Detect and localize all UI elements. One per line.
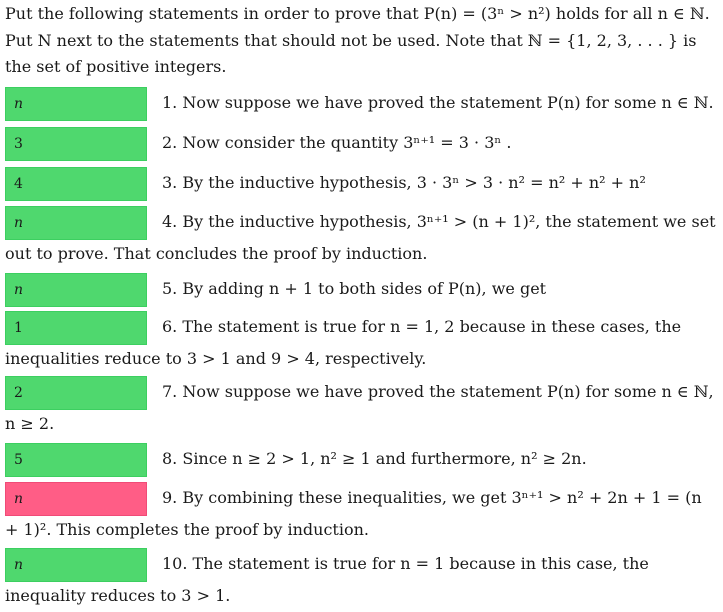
answer-input-10[interactable] xyxy=(6,549,146,581)
statement-text-1: 1. Now suppose we have proved the statement P(n) for some n ∈ ℕ. xyxy=(162,93,714,112)
answer-input-8[interactable] xyxy=(6,444,146,476)
answer-box-5[interactable] xyxy=(5,273,147,307)
answer-box-6[interactable] xyxy=(5,311,147,345)
statement-row-9 xyxy=(5,482,720,546)
statement-text-4: 4. By the inductive hypothesis, 3ⁿ⁺¹ > (n + 1)², the statement we set out to prove. That concludes the proof by induction. xyxy=(5,212,716,263)
answer-box-3[interactable] xyxy=(5,167,147,201)
answer-input-9[interactable] xyxy=(6,483,146,515)
answer-input-3[interactable] xyxy=(6,168,146,200)
statement-text-5: 5. By adding n + 1 to both sides of P(n), we get xyxy=(162,279,547,298)
instructions: Put the following statements in order to prove that P(n) = (3ⁿ > n²) holds for all n ∈ ℕ. Put N next to the statements that should not be used. Note that ℕ = {1, 2, 3, . . . } is the set of positive integers. xyxy=(5,4,710,76)
statement-row-10 xyxy=(5,548,720,612)
statement-row-4 xyxy=(5,206,720,270)
answer-input-1[interactable] xyxy=(6,88,146,120)
statement-text-3: 3. By the inductive hypothesis, 3 · 3ⁿ > 3 · n² = n² + n² + n² xyxy=(162,173,646,192)
statement-row-3 xyxy=(5,167,720,199)
answer-input-5[interactable] xyxy=(6,274,146,306)
statement-row-2 xyxy=(5,127,720,159)
answer-box-2[interactable] xyxy=(5,127,147,161)
statement-row-6 xyxy=(5,311,720,375)
statement-text-10: 10. The statement is true for n = 1 because in this case, the inequality reduces to 3 > 1. xyxy=(5,554,649,605)
answer-input-4[interactable] xyxy=(6,207,146,239)
answer-input-2[interactable] xyxy=(6,128,146,160)
answer-box-8[interactable] xyxy=(5,443,147,477)
statement-text-6: 6. The statement is true for n = 1, 2 because in these cases, the inequalities reduce to 3 > 1 and 9 > 4, respectively. xyxy=(5,317,682,368)
statement-text-2: 2. Now consider the quantity 3ⁿ⁺¹ = 3 · 3ⁿ . xyxy=(162,133,512,152)
statement-text-8: 8. Since n ≥ 2 > 1, n² ≥ 1 and furthermore, n² ≥ 2n. xyxy=(162,449,587,468)
statement-row-5 xyxy=(5,273,720,305)
answer-input-6[interactable] xyxy=(6,312,146,344)
answer-box-10[interactable] xyxy=(5,548,147,582)
statement-text-7: 7. Now suppose we have proved the statement P(n) for some n ∈ ℕ, n ≥ 2. xyxy=(5,382,714,433)
answer-box-4[interactable] xyxy=(5,206,147,240)
statement-row-1 xyxy=(5,87,720,119)
statement-text-9: 9. By combining these inequalities, we get 3ⁿ⁺¹ > n² + 2n + 1 = (n + 1)². This completes the proof by induction. xyxy=(5,488,702,539)
answer-input-7[interactable] xyxy=(6,377,146,409)
statement-row-8 xyxy=(5,443,720,475)
answer-box-9[interactable] xyxy=(5,482,147,516)
answer-box-1[interactable] xyxy=(5,87,147,121)
statement-row-7 xyxy=(5,376,720,440)
answer-box-7[interactable] xyxy=(5,376,147,410)
